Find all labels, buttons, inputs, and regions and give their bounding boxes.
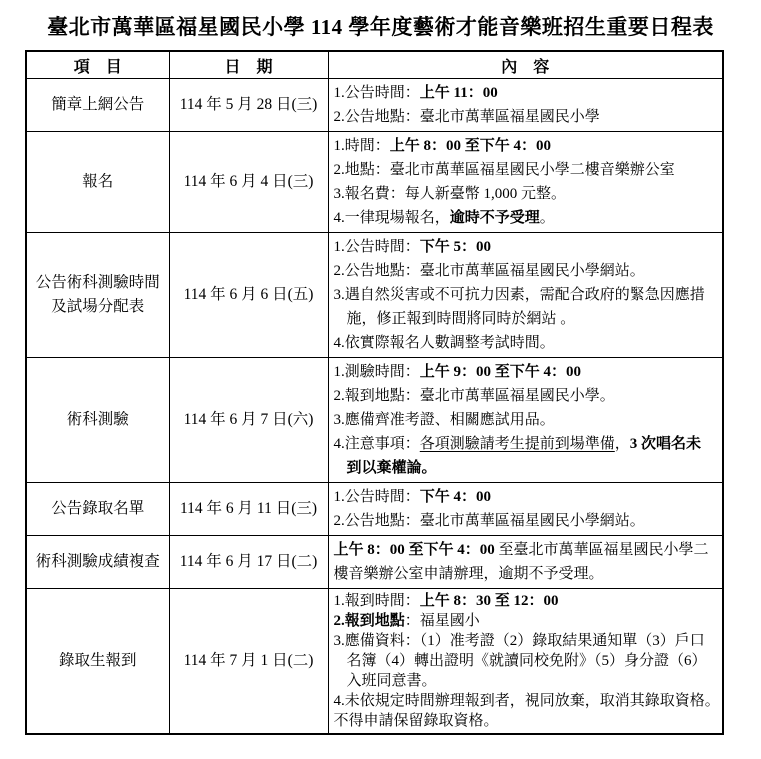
text-segment: 3.應備資料：（1）准考證（2）錄取結果通知單（3）戶口 [333,633,705,649]
text-segment: 各項測驗請考生提前到場準備 [419,436,615,452]
item-text: 公告錄取名單 [51,500,145,517]
content-line [334,134,718,158]
content-line [334,562,718,586]
content-cell [328,536,723,589]
text-segment: ， [614,436,630,452]
header-row [26,51,723,79]
text-segment: 下午 4：00 [419,489,492,505]
content-line [334,611,718,631]
text-segment: 樓音樂辦公室申請辦理，逾期不予受理。 [333,566,604,582]
text-segment: 4.注意事項： [333,436,420,452]
text-segment: 3.應備齊准考證、相關應試用品。 [333,412,555,428]
text-segment: 3.報名費：每人新臺幣 1,000 元整。 [333,186,567,202]
content-line [334,206,718,230]
table-row [26,483,723,536]
text-segment: 施，修正報到時間將同時於網站 。 [346,311,576,327]
table-row [26,132,723,233]
text-segment: 1.測驗時間： [333,364,420,380]
item-cell [26,589,169,735]
content-line [334,81,718,105]
text-segment: 1.公告時間： [333,239,420,255]
content-line [334,671,718,691]
content-cell [328,132,723,233]
content-line [334,591,718,611]
content-line [334,307,718,331]
header-date: 日 期 [169,51,328,79]
text-segment: 3.遇自然災害或不可抗力因素，需配合政府的緊急因應措 [333,287,705,303]
table-row [26,536,723,589]
table-header [26,51,723,79]
schedule-table [25,50,724,735]
content-line [334,259,718,283]
content-line [334,283,718,307]
header-content: 內 容 [328,51,723,79]
content-line [334,631,718,651]
text-segment: 3 次唱名未 [629,436,702,452]
content-cell [328,483,723,536]
text-segment: 入班同意書。 [346,673,437,689]
content-line [334,360,718,384]
date-text: 114 年 6 月 6 日(五) [183,286,314,303]
item-cell [26,79,169,132]
text-segment: 至臺北市萬華區福星國民小學二 [494,542,709,558]
date-cell [169,589,328,735]
text-segment: 2.公告地點：臺北市萬華區福星國民小學網站。 [333,263,645,279]
text-segment: 到以棄權論。 [346,460,437,476]
text-segment: 名簿（4）轉出證明《就讀同校免附》（5）身分證（6） [346,653,707,669]
date-cell [169,132,328,233]
content-line [334,158,718,182]
text-segment: 4.一律現場報名， [333,210,450,226]
content-cell [328,233,723,358]
item-cell [26,233,169,358]
item-cell [26,483,169,536]
item-text: 簡章上網公告 [51,96,145,113]
date-cell [169,483,328,536]
page-title: 臺北市萬華區福星國民小學 114 學年度藝術才能音樂班招生重要日程表 [47,15,714,39]
content-line [334,384,718,408]
text-segment: 上午 8：00 至下午 4：00 [333,542,495,558]
text-segment: 。 [539,210,555,226]
content-cell [328,358,723,483]
date-text: 114 年 7 月 1 日(二) [183,652,314,669]
text-segment: 1.公告時間： [333,85,420,101]
item-text: 及試場分配表 [51,298,145,315]
item-cell [26,536,169,589]
text-segment: 2.報到地點 [333,613,405,629]
content-cell [328,589,723,735]
date-text: 114 年 6 月 4 日(三) [183,173,314,190]
text-segment: 上午 8：00 至下午 4：00 [389,138,552,154]
content-line [334,691,718,711]
content-line [334,432,718,456]
text-segment: 上午 11：00 [419,85,498,101]
date-cell [169,79,328,132]
table-row [26,233,723,358]
text-segment: 4.依實際報名人數調整考試時間。 [333,335,555,351]
text-segment: 上午 9：00 至下午 4：00 [419,364,582,380]
table-row [26,589,723,735]
text-segment: 不得申請保留錄取資格。 [333,713,499,729]
text-segment: 上午 8：30 至 12：00 [419,593,559,609]
date-text: 114 年 6 月 11 日(三) [179,500,318,517]
item-text: 術科測驗成績複查 [35,553,160,570]
text-segment: 下午 5：00 [419,239,492,255]
table-body [26,79,723,735]
item-text: 術科測驗 [66,411,129,428]
text-segment: 1.報到時間： [333,593,420,609]
text-segment: 2.地點：臺北市萬華區福星國民小學二樓音樂辦公室 [333,162,675,178]
content-line [334,651,718,671]
item-text: 錄取生報到 [58,652,137,669]
content-line [334,331,718,355]
item-text: 報名 [82,173,114,190]
date-cell [169,536,328,589]
date-text: 114 年 5 月 28 日(三) [179,96,318,113]
text-segment: 逾時不予受理 [449,210,540,226]
text-segment: ：福星國小 [404,613,480,629]
content-line [334,711,718,731]
date-text: 114 年 6 月 7 日(六) [183,411,314,428]
text-segment: 2.報到地點：臺北市萬華區福星國民小學。 [333,388,615,404]
content-cell [328,79,723,132]
content-line [334,105,718,129]
text-segment: 2.公告地點：臺北市萬華區福星國民小學網站。 [333,513,645,529]
content-line [334,408,718,432]
content-line [334,485,718,509]
date-cell [169,358,328,483]
item-cell [26,132,169,233]
item-text: 公告術科測驗時間 [35,274,160,291]
content-line [334,182,718,206]
content-line [334,509,718,533]
content-line [334,235,718,259]
content-line [334,456,718,480]
text-segment: 4.未依規定時間辦理報到者，視同放棄，取消其錄取資格。 [333,693,720,709]
text-segment: 1.公告時間： [333,489,420,505]
table-row [26,358,723,483]
date-text: 114 年 6 月 17 日(二) [179,553,318,570]
header-item: 項 目 [26,51,169,79]
content-line [334,538,718,562]
text-segment: 2.公告地點：臺北市萬華區福星國民小學 [333,109,600,125]
date-cell [169,233,328,358]
item-cell [26,358,169,483]
table-row [26,79,723,132]
text-segment: 1.時間： [333,138,390,154]
